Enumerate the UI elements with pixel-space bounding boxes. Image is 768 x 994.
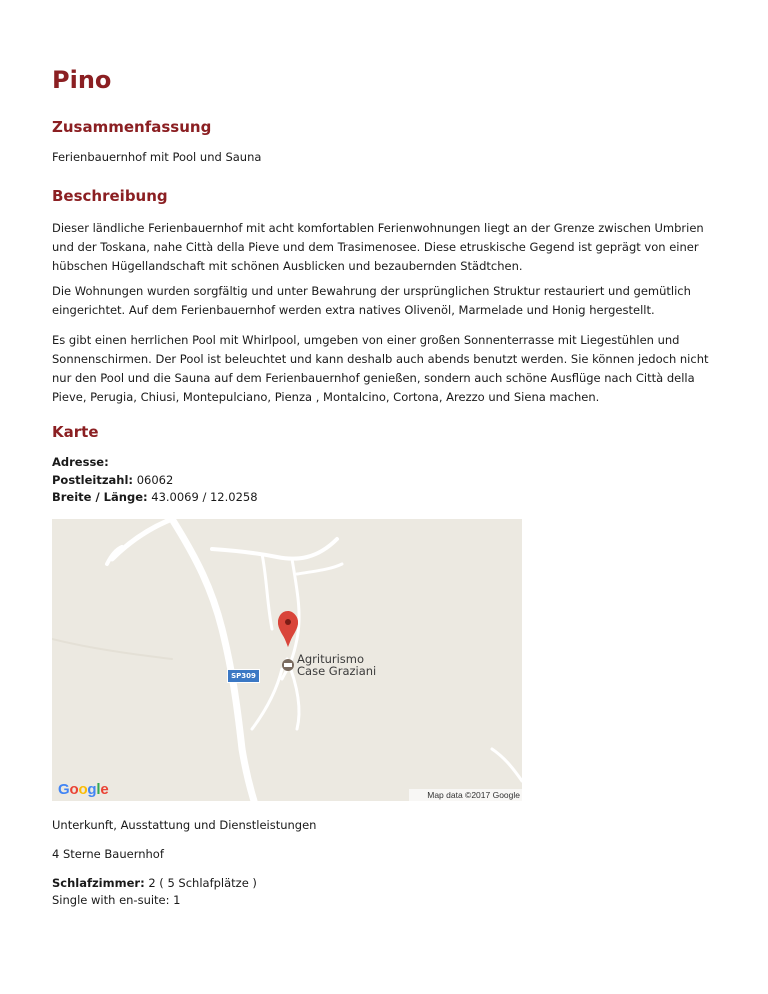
address-row — [52, 453, 109, 472]
bedrooms-value: 2 ( 5 Schlafplätze ) — [148, 876, 257, 890]
map-roads — [52, 519, 522, 801]
description-paragraph-3: Es gibt einen herrlichen Pool mit Whirlpool, umgeben von einer großen Sonnenterrasse mit Liegestühlen und Sonnenschirmen. Der Pool ist beleuchtet und kann deshalb auch abends benutzt werden. Sie können jedoch nicht nur den Pool und die Sauna auf dem Ferienbauernhof genießen, sondern auch schöne Ausflüge nach Città della Pieve, Perugia, Chiusi, Montepulciano, Pienza , Montalcino, Cortona, Arezzo und Siena machen. — [52, 333, 709, 404]
map-place-name-1: Agriturismo — [297, 652, 365, 666]
summary-text: Ferienbauernhof mit Pool und Sauna — [52, 150, 262, 164]
summary-heading: Zusammenfassung — [52, 118, 212, 136]
bedrooms-label: Schlafzimmer: — [52, 876, 145, 890]
postal-value: 06062 — [136, 473, 174, 487]
address-label: Adresse: — [52, 455, 109, 469]
map-place-name-2: Case Graziani — [297, 664, 377, 678]
coords-value: 43.0069 / 12.0258 — [151, 490, 258, 504]
description-paragraph-2: Die Wohnungen wurden sorgfältig und unter Bewahrung der ursprünglichen Struktur restauriert und gemütlich eingerichtet. Auf dem Ferienbauernhof werden extra natives Olivenöl, Marmelade und Honig hergestellt. — [52, 284, 691, 317]
location-map[interactable] — [52, 519, 522, 801]
description-heading: Beschreibung — [52, 187, 168, 205]
google-logo[interactable]: Google — [58, 781, 109, 798]
single-suite-line: Single with en-suite: 1 — [52, 893, 181, 907]
description-paragraph-1: Dieser ländliche Ferienbauernhof mit acht komfortablen Ferienwohnungen liegt an der Grenze zwischen Umbrien und der Toskana, nahe Città della Pieve und dem Trasimenosee. Diese etruskische Gegend ist geprägt von einer hübschen Hügellandschaft mit schönen Ausblicken und bezaubernden Städtchen. — [52, 221, 704, 273]
map-heading: Karte — [52, 423, 99, 441]
postal-label: Postleitzahl: — [52, 473, 134, 487]
rating-text: 4 Sterne Bauernhof — [52, 847, 164, 861]
map-attribution[interactable]: Map data ©2017 Google — [409, 789, 522, 801]
amenities-heading: Unterkunft, Ausstattung und Dienstleistungen — [52, 818, 317, 832]
lodging-icon — [282, 659, 294, 671]
coords-row — [52, 488, 258, 507]
page-title: Pino — [52, 66, 112, 94]
road-badge: SP309 — [227, 669, 260, 683]
coords-label: Breite / Länge: — [52, 490, 148, 504]
